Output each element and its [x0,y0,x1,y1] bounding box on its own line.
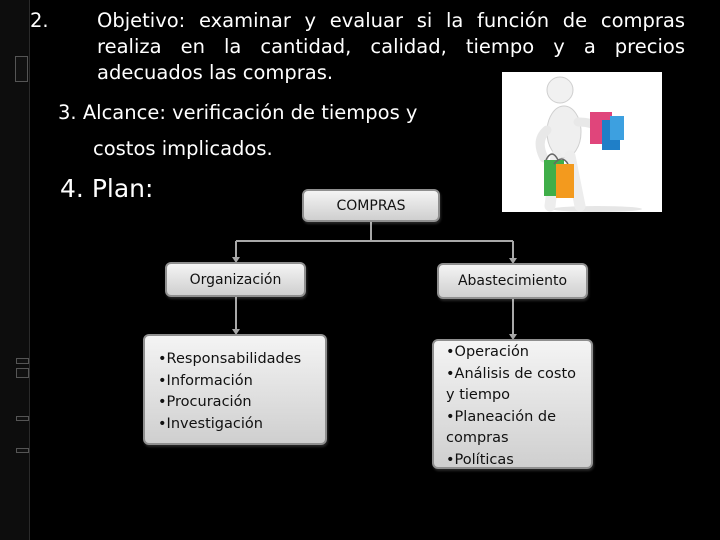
left-decor-bar [0,0,30,540]
shopper-image [502,72,662,212]
node-organizacion-details [143,334,327,445]
shopper-with-bags-icon [502,72,662,212]
item-text-line2: costos implicados. [93,137,273,160]
node-organizacion [165,262,306,297]
node-abastecimiento [437,263,588,299]
item-text: Plan: [91,174,154,203]
node-label: Abastecimiento [457,273,568,289]
node-label: Organización [189,271,282,288]
detail-item: •Investigación [158,415,263,432]
detail-item: •Planeación de compras [446,408,557,446]
item-text: Objetivo: examinar y evaluar si la función de compras realiza en la cantidad, calidad, tiempo y a precios adecuados las compras. [97,9,685,84]
detail-item: •Información [158,372,253,389]
item-number: 3. [58,101,77,124]
node-abastecimiento-details [432,339,593,469]
node-compras [302,189,440,222]
decor-square [16,358,29,364]
detail-item: •Responsabilidades [158,351,302,367]
item-number: 2. [30,9,49,32]
detail-item: •Análisis de costo y tiempo [446,365,577,403]
list-item-plan [60,173,153,205]
decor-square [15,56,28,82]
detail-item: •Operación [446,344,529,360]
decor-square [16,416,29,421]
decor-square [16,368,29,378]
detail-item: •Políticas [446,451,514,468]
decor-square [16,448,29,453]
item-number: 4. [60,174,84,203]
item-text-line1: Alcance: verificación de tiempos y [82,101,418,124]
list-item-alcance [58,100,458,162]
node-label: COMPRAS [336,197,406,214]
detail-item: •Procuración [158,394,252,410]
